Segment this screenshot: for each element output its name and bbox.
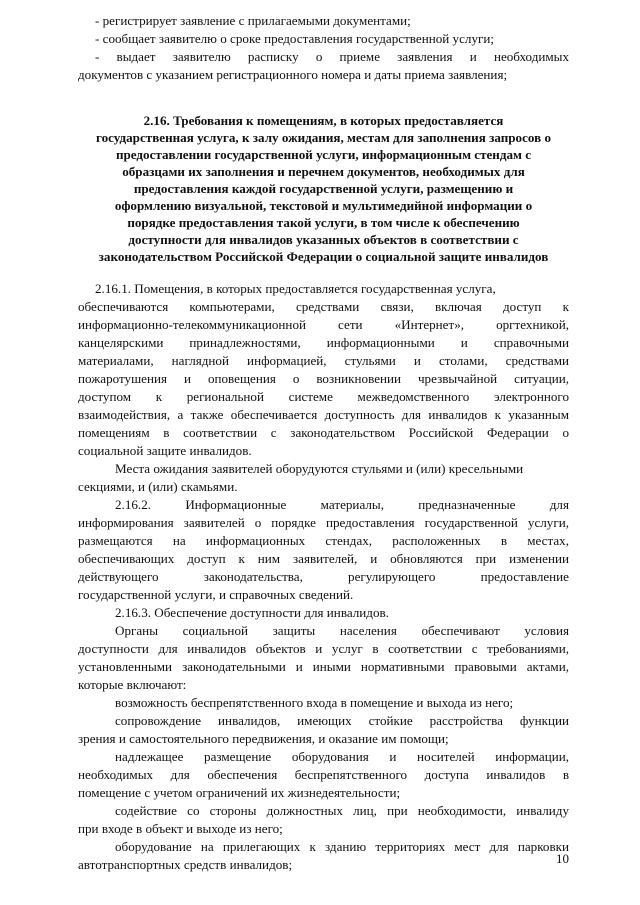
body-line: размещаются на информационных стендах, расположенных в местах, bbox=[78, 533, 569, 548]
body-line: действующего законодательства, регулирующего предоставление bbox=[78, 569, 569, 584]
body-line: социальной защите инвалидов. bbox=[78, 443, 252, 458]
section-heading-line: 2.16. Требования к помещениям, в которых предоставляется bbox=[143, 113, 504, 128]
body-line: надлежащее размещение оборудования и носителей информации, bbox=[115, 749, 569, 764]
section-heading-line: законодательством Российской Федерации о социальной защите инвалидов bbox=[98, 249, 549, 264]
body-line: оборудование на прилегающих к зданию территориях мест для парковки bbox=[115, 839, 569, 854]
intro-line: - сообщает заявителю о сроке предоставления государственной услуги; bbox=[95, 31, 495, 46]
body-line: содействие со стороны должностных лиц, при необходимости, инвалиду bbox=[115, 803, 569, 818]
body-line: 2.16.3. Обеспечение доступности для инвалидов. bbox=[115, 605, 389, 620]
intro-line: - выдает заявителю расписку о приеме заявления и необходимых bbox=[95, 49, 569, 64]
body-line: Органы социальной защиты населения обеспечивают условия bbox=[115, 623, 569, 638]
body-line: 2.16.1. Помещения, в которых предоставляется государственная услуга, bbox=[95, 281, 496, 296]
body-line: канцелярскими принадлежностями, информационными и справочными bbox=[78, 335, 569, 350]
body-line: материалами, наглядной информацией, стульями и столами, средствами bbox=[78, 353, 569, 368]
body-line: информирования заявителей о порядке предоставления государственной услуги, bbox=[78, 515, 569, 530]
section-heading-line: предоставления каждой государственной услуги, размещению и bbox=[133, 181, 514, 196]
body-line: установленными законодательными и иными нормативными правовыми актами, bbox=[78, 659, 569, 674]
section-heading-line: оформлению визуальной, текстовой и мультимедийной информации о bbox=[114, 198, 533, 213]
intro-line: - регистрирует заявление с прилагаемыми документами; bbox=[95, 13, 411, 28]
body-line: секциями, и (или) скамьями. bbox=[78, 479, 238, 494]
intro-line: документов с указанием регистрационного номера и даты приема заявления; bbox=[78, 67, 508, 82]
body-line: 2.16.2. Информационные материалы, предназначенные для bbox=[115, 497, 569, 512]
body-line: доступности для инвалидов объектов и услуг в соответствии с требованиями, bbox=[78, 641, 569, 656]
body-line: помещение с учетом ограничений их жизнедеятельности; bbox=[78, 785, 401, 800]
body-line: пожаротушения и оповещения о возникновении чрезвычайной ситуации, bbox=[78, 371, 569, 386]
body-line: зрения и самостоятельного передвижения, и оказание им помощи; bbox=[78, 731, 449, 746]
body-line: возможность беспрепятственного входа в помещение и выхода из него; bbox=[115, 695, 514, 710]
body-line: Места ожидания заявителей оборудуются стульями и (или) кресельными bbox=[115, 461, 524, 476]
body-line: помещениям в соответствии с законодательством Российской Федерации о bbox=[78, 425, 569, 440]
body-line: автотранспортных средств инвалидов; bbox=[78, 857, 293, 872]
section-heading-line: предоставлении государственной услуги, информационным стендам с bbox=[115, 147, 532, 162]
body-line: обеспечиваются компьютерами, средствами связи, включая доступ к bbox=[78, 299, 569, 314]
section-heading-line: доступности для инвалидов указанных объектов в соответствии с bbox=[128, 232, 519, 247]
body-line: необходимых для обеспечения беспрепятственного доступа инвалидов в bbox=[78, 767, 569, 782]
body-line: доступом к региональной системе межведомственного электронного bbox=[78, 389, 569, 404]
section-heading-line: образцами их заполнения и перечнем документов, необходимых для bbox=[122, 164, 525, 179]
page-number: 10 bbox=[556, 851, 569, 866]
body-line: обеспечивающих доступ к ним заявителей, и обновляются при изменении bbox=[78, 551, 569, 566]
section-heading-line: государственная услуга, к залу ожидания, местам для заполнения запросов о bbox=[95, 130, 552, 145]
section-heading-line: порядке предоставления такой услуги, в том числе к обеспечению bbox=[127, 215, 520, 230]
body-line: взаимодействия, а также обеспечивается доступность для инвалидов к указанным bbox=[78, 407, 569, 422]
body-line: государственной услуги, и справочных сведений. bbox=[78, 587, 354, 602]
body-line: информационно-телекоммуникационной сети «Интернет», оргтехникой, bbox=[78, 317, 569, 332]
body-line: сопровождение инвалидов, имеющих стойкие расстройства функции bbox=[115, 713, 569, 728]
body-line: при входе в объект и выходе из него; bbox=[78, 821, 283, 836]
body-line: которые включают: bbox=[78, 677, 187, 692]
